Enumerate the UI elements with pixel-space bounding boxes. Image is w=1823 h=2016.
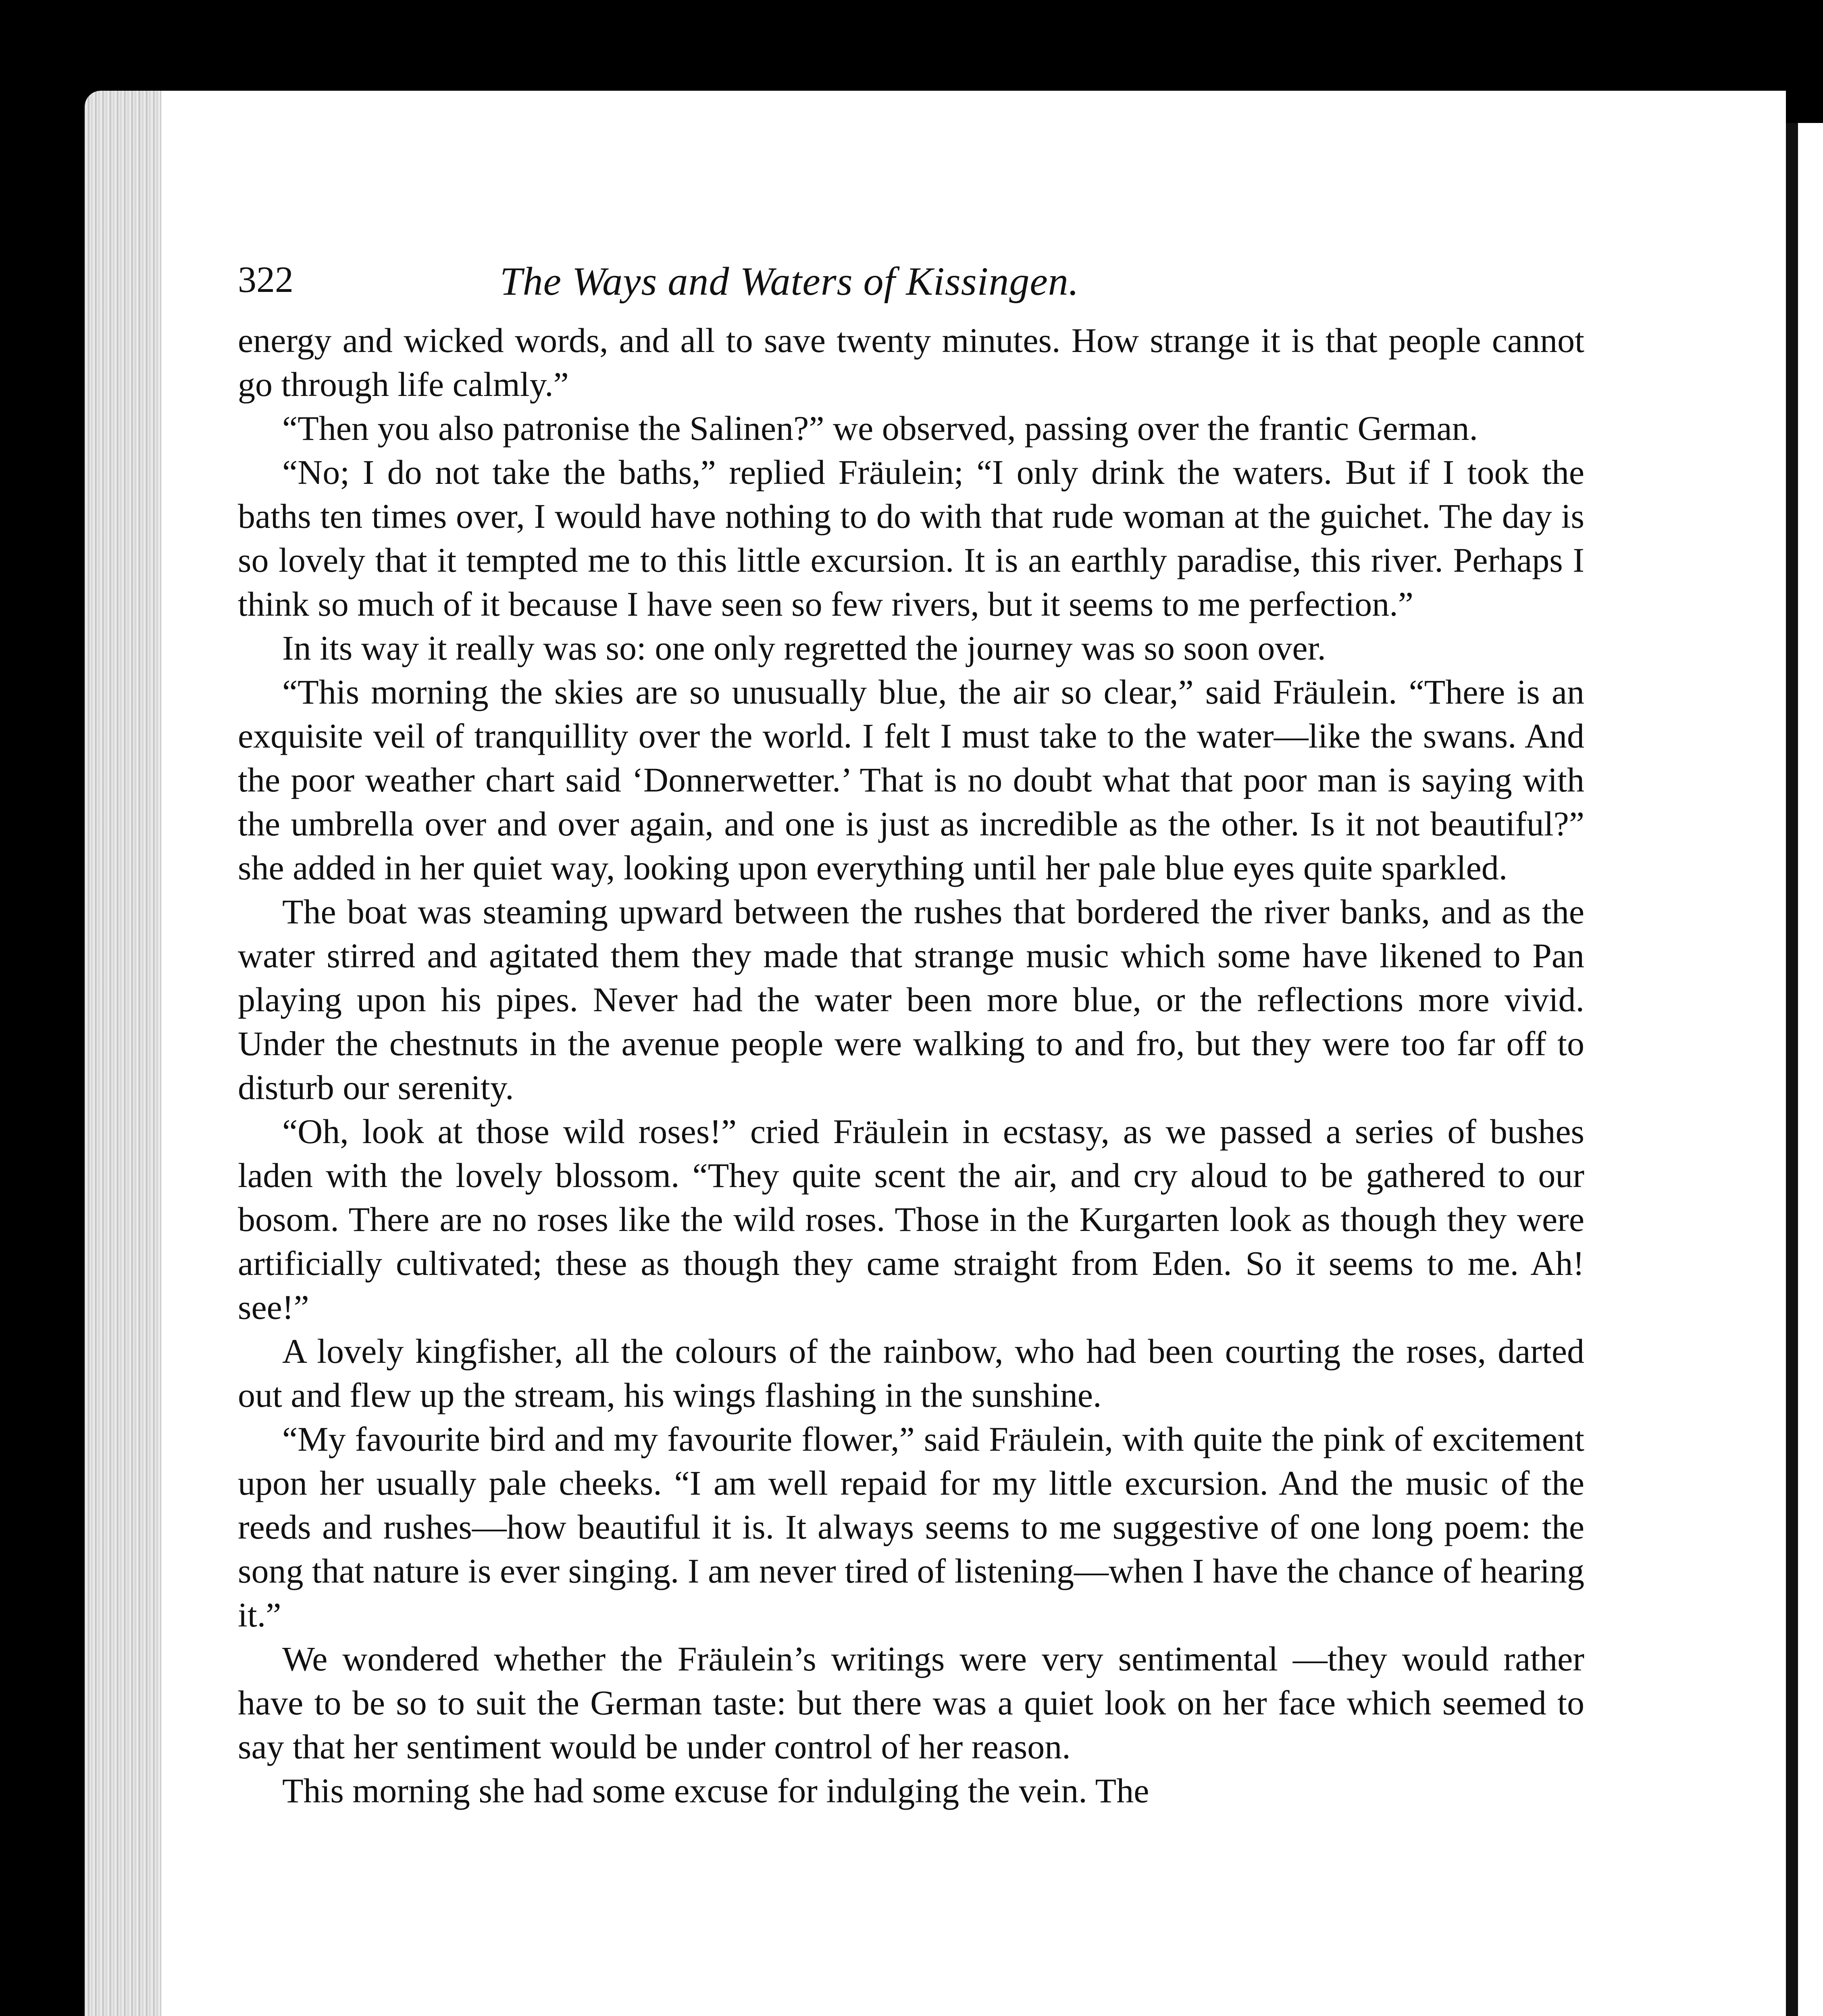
- body-text: [238, 319, 1584, 1813]
- paragraph: “Then you also patronise the Salinen?” we observed, passing over the frantic German.: [282, 409, 1478, 448]
- paragraph: The boat was steaming upward between the rushes that bordered the river banks, and as the water stirred and agitated them they made that strange music which some have likened to Pan playing upon his pipes. Never had the water been more blue, or the reflections more vivid. Under the chestnuts in the avenue people were walking to and fro, but they were too far off to disturb our serenity.: [238, 892, 1584, 1107]
- paragraph: “This morning the skies are so unusually blue, the air so clear,” said Fräulein. “There is an exquisite veil of tranquillity over the world. I felt I must take to the water—like the swans. And the poor weather chart said ‘Donnerwetter.’ That is no doubt what that poor man is saying with the umbrella over and over again, and one is just as incredible as the other. Is it not beautiful?” she added in her quiet way, looking upon everything until her pale blue eyes quite sparkled.: [238, 673, 1584, 887]
- page-number: 322: [238, 259, 293, 300]
- running-title: The Ways and Waters of Kissingen.: [500, 259, 1079, 304]
- page-edges-left: [85, 91, 161, 2016]
- paragraph: “No; I do not take the baths,” replied Fräulein; “I only drink the waters. But if I took the baths ten times over, I would have nothing to do with that rude woman at the guichet. The day is so lovely that it tempted me to this little excursion. It is an earthly paradise, this river. Perhaps I think so much of it because I have seen so few rivers, but it seems to me perfection.”: [238, 453, 1584, 623]
- paragraph: A lovely kingfisher, all the colours of the rainbow, who had been courting the roses, darted out and flew up the stream, his wings flashing in the sunshine.: [238, 1332, 1584, 1414]
- paragraph: “Oh, look at those wild roses!” cried Fräulein in ecstasy, as we passed a series of bushes laden with the lovely blossom. “They quite scent the air, and cry aloud to be gathered to our bosom. There are no roses like the wild roses. Those in the Kurgarten look as though they were artificially cultivated; these as though they came straight from Eden. So it seems to me. Ah! see!”: [238, 1112, 1584, 1327]
- paragraph: This morning she had some excuse for indulging the vein. The: [282, 1771, 1149, 1810]
- page-text-block: [238, 258, 1584, 1813]
- paragraph: In its way it really was so: one only regretted the journey was so soon over.: [282, 629, 1326, 667]
- paragraph: “My favourite bird and my favourite flower,” said Fräulein, with quite the pink of excitement upon her usually pale cheeks. “I am well repaid for my little excursion. And the music of the reeds and rushes—how beautiful it is. It always seems to me suggestive of one long poem: the song that nature is ever singing. I am never tired of listening—when I have the chance of hearing it.”: [238, 1420, 1584, 1634]
- page-edge-right: [1786, 123, 1823, 2016]
- running-head: [238, 258, 1584, 319]
- paragraph: We wondered whether the Fräulein’s writings were very sentimental —they would rather have to be so to suit the German taste: but there was a quiet look on her face which seemed to say that her sentiment would be under control of her reason.: [238, 1639, 1584, 1766]
- paragraph: energy and wicked words, and all to save twenty minutes. How strange it is that people cannot go through life calmly.”: [238, 321, 1584, 404]
